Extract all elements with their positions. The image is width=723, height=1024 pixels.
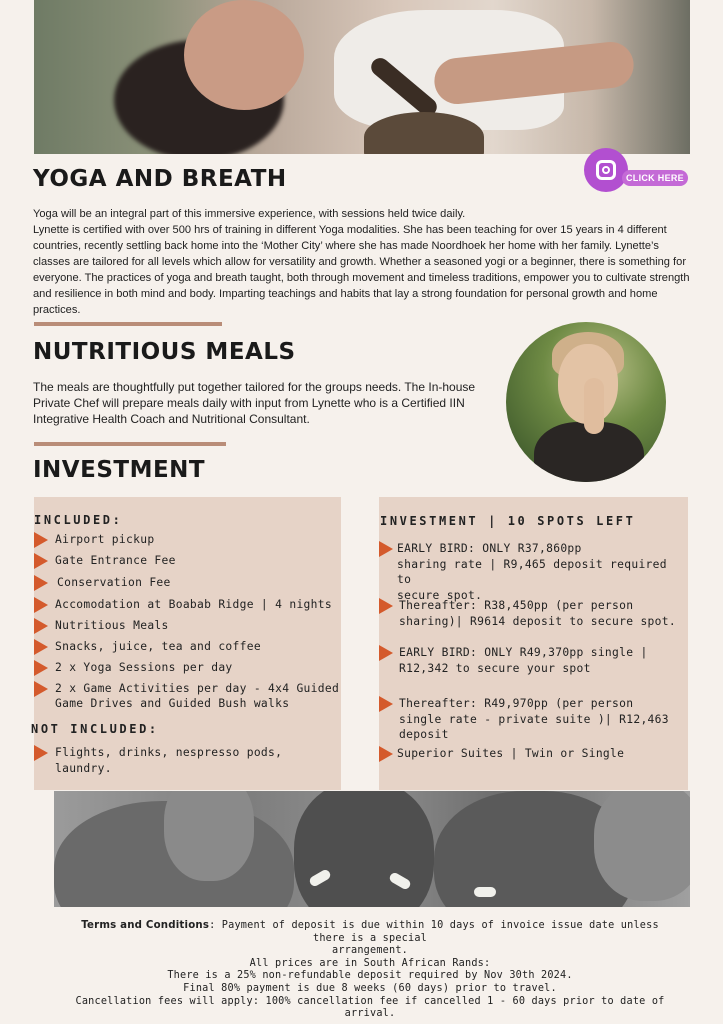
included-item: Airport pickup — [55, 533, 155, 546]
terms-line: Final 80% payment is due 8 weeks (60 days) prior to travel. — [183, 982, 557, 994]
pricing-line: Superior Suites | Twin or Single — [397, 747, 625, 760]
included-box — [31, 497, 341, 790]
terms-line: There is a 25% non-refundable deposit required by Nov 30th 2024. — [167, 970, 573, 982]
pricing-line: Thereafter: R49,970pp (per person — [399, 697, 634, 710]
instagram-click-here-button[interactable]: CLICK HERE — [622, 170, 688, 186]
not-included-item: Flights, drinks, nespresso pods, laundry. — [55, 746, 283, 775]
hero-yoga-photo — [34, 0, 690, 154]
included-item: Accomodation at Boabab Ridge | 4 nights — [55, 598, 332, 611]
pricing-line: EARLY BIRD: ONLY R49,370pp single | — [399, 646, 648, 659]
pricing-box — [379, 497, 688, 790]
yoga-line: Yoga will be an integral part of this immersive experience, with sessions held twice daily. — [33, 208, 466, 220]
included-item: Conservation Fee — [57, 576, 171, 589]
yoga-title: YOGA AND BREATH — [33, 166, 287, 192]
divider — [34, 322, 222, 326]
arrow-bullet-icon — [34, 575, 48, 591]
meals-line: The meals are thoughtfully put together tailored for the groups needs. The In-house — [33, 380, 476, 394]
meals-title: NUTRITIOUS MEALS — [33, 339, 296, 365]
pricing-heading: INVESTMENT | 10 SPOTS LEFT — [380, 514, 636, 528]
meals-line: Integrative Health Coach and Nutritional Consultant. — [33, 412, 310, 426]
included-item: Nutritious Meals — [55, 619, 169, 632]
arrow-bullet-icon — [379, 598, 393, 614]
pricing-item-superior-suites — [397, 746, 624, 762]
pricing-item-early-bird-sharing — [397, 541, 688, 603]
divider — [34, 442, 226, 446]
lynette-portrait — [506, 322, 666, 482]
pricing-item-early-bird-single — [399, 645, 648, 676]
included-item: Gate Entrance Fee — [55, 554, 176, 567]
arrow-bullet-icon — [34, 532, 48, 548]
yoga-line: Lynette is certified with over 500 hrs of training in different Yoga modalities. She has been teaching for over 15 years in 4 different — [33, 224, 667, 236]
pricing-line: EARLY BIRD: ONLY R37,860pp — [397, 542, 582, 555]
instagram-icon[interactable] — [584, 148, 628, 192]
pricing-item-thereafter-single — [399, 696, 688, 743]
pricing-item-thereafter-sharing — [399, 598, 676, 629]
arrow-bullet-icon — [34, 745, 48, 761]
terms-label: Terms and Conditions — [81, 920, 210, 931]
yoga-line: everyone. The practices of yoga and breath taught, both through movement and timeless traditions, empower you to cultivate strength — [33, 272, 690, 284]
arrow-bullet-icon — [34, 597, 48, 613]
yoga-line: classes are tailored for all levels which allow for versatility and growth. Whether a seasoned yogi or a beginner, there is something for — [33, 256, 687, 268]
terms-line: All prices are in South African Rands: — [249, 957, 491, 969]
included-item: Game Drives and Guided Bush walks — [55, 697, 290, 710]
meals-line: Private Chef will prepare meals daily with input from Lynette who is a Certified IIN — [33, 396, 465, 410]
arrow-bullet-icon — [379, 645, 393, 661]
elephants-photo — [54, 791, 690, 907]
arrow-bullet-icon — [379, 696, 393, 712]
arrow-bullet-icon — [34, 618, 48, 634]
terms-line: Cancellation fees will apply: 100% cancellation fee if cancelled 1 - 60 days prior to date of arrival. — [75, 995, 665, 1020]
meals-description — [33, 379, 493, 427]
arrow-bullet-icon — [379, 541, 393, 557]
pricing-line: single rate - private suite )| R12,463 deposit — [399, 712, 669, 741]
included-item: Snacks, juice, tea and coffee — [55, 640, 261, 653]
yoga-line: and resilience in both mind and body. Imparting teachings and habits that lay a strong foundation for personal growth and home — [33, 288, 658, 300]
yoga-line: practices. — [33, 304, 81, 316]
arrow-bullet-icon — [34, 681, 48, 697]
pricing-line: secure spot. — [397, 588, 483, 602]
terms-line: arrangement. — [331, 945, 408, 957]
arrow-bullet-icon — [379, 746, 393, 762]
included-item: 2 x Yoga Sessions per day — [55, 661, 233, 674]
pricing-line: sharing rate | R9,465 deposit required to — [397, 557, 667, 586]
included-heading: INCLUDED: — [34, 513, 123, 527]
investment-title: INVESTMENT — [33, 457, 206, 483]
yoga-description — [33, 206, 693, 318]
arrow-bullet-icon — [34, 553, 48, 569]
terms-line: : Payment of deposit is due within 10 days of invoice issue date unless there is a special — [209, 920, 659, 944]
included-item: 2 x Game Activities per day - 4x4 Guided — [55, 682, 340, 695]
pricing-line: Thereafter: R38,450pp (per person — [399, 599, 634, 612]
yoga-line: countries, recently settling back home into the ‘Mother City’ where she has made Noordhoek her home with her family. Lynette’s — [33, 240, 659, 252]
terms-and-conditions — [70, 920, 670, 1021]
pricing-line: sharing)| R9614 deposit to secure spot. — [399, 614, 676, 628]
not-included-heading: NOT INCLUDED: — [31, 722, 159, 736]
arrow-bullet-icon — [34, 660, 48, 676]
pricing-line: R12,342 to secure your spot — [399, 661, 591, 675]
arrow-bullet-icon — [34, 639, 48, 655]
